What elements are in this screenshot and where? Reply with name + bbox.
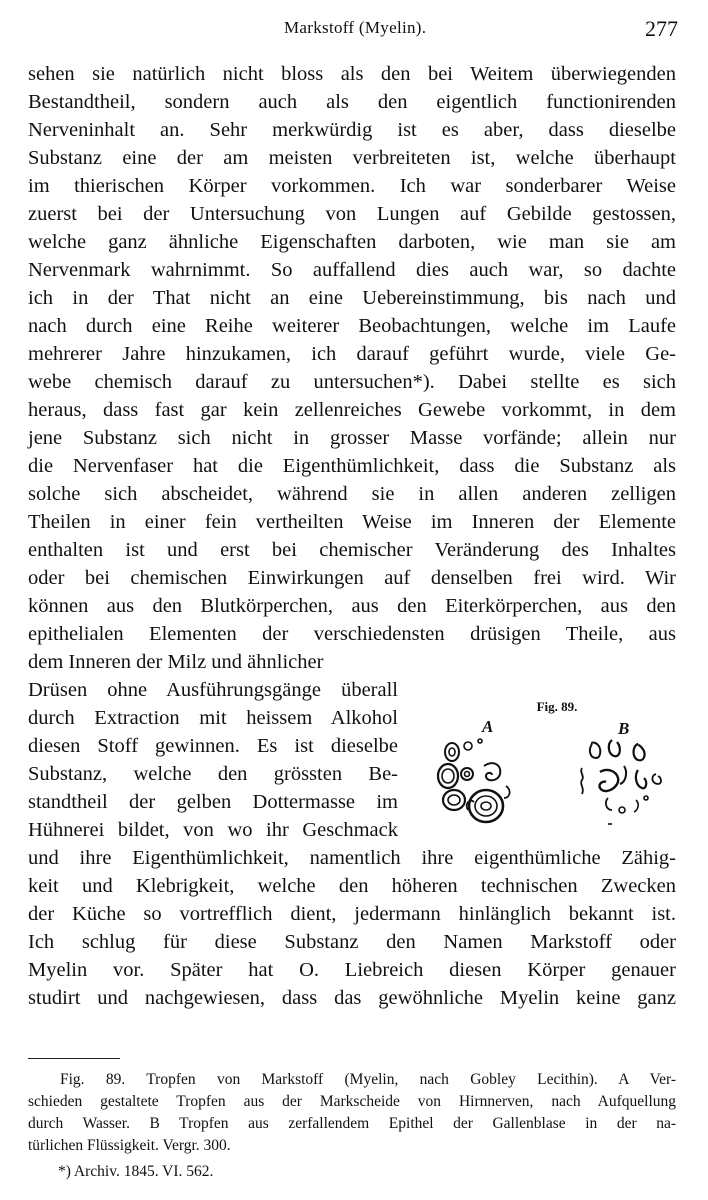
body-line: im thierischen Körper vorkommen. Ich war sonderbarer Weise (28, 175, 676, 197)
body-line: Bestandtheil, sondern auch als den eigentlich functionirenden (28, 91, 676, 113)
body-line: nach durch eine Reihe weiterer Beobachtungen, welche im Laufe (28, 315, 676, 337)
body-line: Substanz, welche den grössten Be- (28, 763, 398, 785)
body-line: oder bei chemischen Einwirkungen auf denselben frei wird. Wir (28, 567, 676, 589)
body-line: Substanz eine der am meisten verbreiteten ist, welche überhaupt (28, 147, 676, 169)
body-line: zuerst bei der Untersuchung von Lungen auf Gebilde gestossen, (28, 203, 676, 225)
body-line: Theilen in einer fein vertheilten Weise im Inneren der Elemente (28, 511, 676, 533)
body-line: können aus den Blutkörperchen, aus den Eiterkörperchen, aus den (28, 595, 676, 617)
body-line: der Küche so vortrefflich dient, jedermann hinlänglich bekannt ist. (28, 903, 676, 925)
footnote: *) Archiv. 1845. VI. 562. (58, 1163, 214, 1180)
body-line: solche sich abscheidet, während sie in allen anderen zelligen (28, 483, 676, 505)
body-line: sehen sie natürlich nicht bloss als den bei Weitem überwiegenden (28, 63, 676, 85)
body-line: welche ganz ähnliche Eigenschaften darboten, wie man sie am (28, 231, 676, 253)
caption-line: schieden gestaltete Tropfen aus der Markscheide von Hirnnerven, nach Aufquellung (28, 1093, 676, 1110)
body-line: ich in der That nicht an eine Uebereinstimmung, bis nach und (28, 287, 676, 309)
body-line: mehrerer Jahre hinzukamen, ich darauf geführt wurde, viele Ge- (28, 343, 676, 365)
caption-line: Fig. 89. Tropfen von Markstoff (Myelin, nach Gobley Lecithin). A Ver- (60, 1071, 676, 1088)
body-line: und ihre Eigenthümlichkeit, namentlich ihre eigenthümliche Zähig- (28, 847, 676, 869)
body-line: standtheil der gelben Dottermasse im (28, 791, 398, 813)
panel-a-droplets (438, 739, 510, 822)
body-line: heraus, dass fast gar kein zellenreiches Gewebe vorkommt, in dem (28, 399, 676, 421)
panel-b-letter: B (618, 719, 630, 738)
body-line: Drüsen ohne Ausführungsgänge überall (28, 679, 398, 701)
footnote-rule (28, 1058, 120, 1059)
body-line: studirt und nachgewiesen, dass das gewöhnliche Myelin keine ganz (28, 987, 676, 1009)
caption-line: türlichen Flüssigkeit. Vergr. 300. (28, 1137, 231, 1154)
body-line: Ich schlug für diese Substanz den Namen Markstoff oder (28, 931, 676, 953)
body-line: Nervenmark wahrnimmt. So auffallend dies auch war, so dachte (28, 259, 676, 281)
page-number: 277 (645, 16, 678, 41)
body-line: dem Inneren der Milz und ähnlicher (28, 651, 324, 673)
body-line: webe chemisch darauf zu untersuchen*). Dabei stellte es sich (28, 371, 676, 393)
body-line: Nerveninhalt an. Sehr merkwürdig ist es aber, dass dieselbe (28, 119, 676, 141)
body-line: epithelialen Elementen der verschiedensten drüsigen Theile, aus (28, 623, 676, 645)
body-line: durch Extraction mit heissem Alkohol (28, 707, 398, 729)
figure-89-illustration (412, 714, 684, 834)
body-line: enthalten ist und erst bei chemischer Veränderung des Inhaltes (28, 539, 676, 561)
body-line: diesen Stoff gewinnen. Es ist dieselbe (28, 735, 398, 757)
body-line: die Nervenfaser hat die Eigenthümlichkeit, dass die Substanz als (28, 455, 676, 477)
page-header (0, 14, 708, 44)
body-line: keit und Klebrigkeit, welche den höheren technischen Zwecken (28, 875, 676, 897)
caption-line: durch Wasser. B Tropfen aus zerfallendem Epithel der Gallenblase in der na- (28, 1115, 676, 1132)
body-line: jene Substanz sich nicht in grosser Masse vorfände; allein nur (28, 427, 676, 449)
figure-label: Fig. 89. (536, 699, 578, 714)
panel-a-letter: A (482, 717, 494, 736)
body-line: Myelin vor. Später hat O. Liebreich diesen Körper genauer (28, 959, 676, 981)
panel-b-droplets (581, 740, 661, 824)
running-title: Markstoff (Myelin). (284, 18, 427, 37)
body-line: Hühnerei bildet, von wo ihr Geschmack (28, 819, 398, 841)
